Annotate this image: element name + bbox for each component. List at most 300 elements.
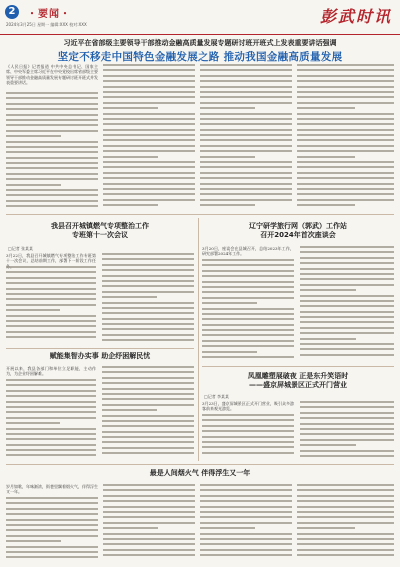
text-line bbox=[202, 291, 294, 293]
newspaper-logo: 彭武时讯 bbox=[319, 7, 392, 26]
text-line bbox=[103, 161, 195, 163]
text-line bbox=[6, 411, 96, 413]
story-4-column-1 bbox=[202, 259, 294, 363]
text-line bbox=[102, 409, 157, 411]
text-line bbox=[202, 281, 294, 283]
text-line bbox=[103, 177, 195, 179]
text-line bbox=[103, 495, 195, 497]
text-line bbox=[200, 172, 292, 174]
text-line bbox=[103, 123, 195, 125]
text-line bbox=[102, 280, 194, 282]
text-line bbox=[200, 86, 292, 88]
text-line bbox=[202, 329, 294, 331]
text-line bbox=[297, 91, 394, 93]
text-line bbox=[200, 193, 292, 195]
bottom-divider bbox=[6, 464, 394, 465]
text-line bbox=[6, 124, 98, 126]
text-line bbox=[200, 533, 292, 535]
text-line bbox=[202, 275, 294, 277]
text-line bbox=[6, 130, 98, 132]
text-line bbox=[300, 295, 394, 297]
text-line bbox=[6, 551, 98, 553]
text-line bbox=[200, 489, 292, 491]
text-line bbox=[6, 173, 98, 175]
text-line bbox=[200, 113, 292, 115]
story-3-column-1 bbox=[6, 379, 96, 461]
story-5-column-2 bbox=[300, 401, 394, 461]
text-line bbox=[102, 253, 194, 255]
text-line bbox=[200, 188, 292, 190]
text-line bbox=[6, 556, 98, 558]
text-line bbox=[200, 500, 292, 502]
text-line bbox=[103, 549, 195, 551]
text-line bbox=[102, 425, 194, 427]
text-line bbox=[297, 500, 394, 502]
story-separator bbox=[6, 348, 194, 349]
text-line bbox=[200, 495, 292, 497]
story-2-byline: □记者 张某某 bbox=[8, 246, 34, 251]
text-line bbox=[202, 356, 294, 358]
story-6-column-3 bbox=[200, 484, 292, 563]
text-line bbox=[300, 332, 394, 334]
text-line bbox=[103, 86, 195, 88]
text-line bbox=[6, 315, 96, 317]
story-2-lead: 3月22日，我县召开城镇燃气专项整治工作专班第十一次会议，总结前期工作，部署下一阶段工作任 bbox=[6, 253, 96, 264]
text-line bbox=[6, 108, 98, 110]
text-line bbox=[102, 258, 194, 260]
text-line bbox=[200, 96, 292, 98]
text-line bbox=[103, 75, 195, 77]
text-line bbox=[6, 454, 96, 456]
text-line bbox=[102, 388, 194, 390]
text-line bbox=[6, 529, 98, 531]
text-line bbox=[297, 204, 355, 206]
text-line bbox=[300, 343, 394, 345]
text-line bbox=[202, 334, 294, 336]
text-line bbox=[202, 340, 294, 342]
text-line bbox=[6, 141, 98, 143]
text-line bbox=[6, 433, 96, 435]
text-line bbox=[103, 484, 195, 486]
text-line bbox=[300, 354, 394, 356]
text-line bbox=[103, 96, 195, 98]
text-line bbox=[103, 113, 195, 115]
text-line bbox=[300, 327, 394, 329]
text-line bbox=[6, 194, 98, 196]
text-line bbox=[200, 118, 292, 120]
text-line bbox=[102, 269, 194, 271]
text-line bbox=[102, 312, 194, 314]
text-line bbox=[102, 275, 194, 277]
text-line bbox=[103, 511, 195, 513]
text-line bbox=[297, 64, 394, 66]
text-line bbox=[202, 286, 294, 288]
text-line bbox=[6, 502, 98, 504]
text-line bbox=[6, 135, 61, 137]
text-line bbox=[103, 533, 195, 535]
text-line bbox=[297, 554, 394, 556]
text-line bbox=[297, 161, 394, 163]
text-line bbox=[103, 118, 195, 120]
text-line bbox=[300, 406, 394, 408]
text-line bbox=[6, 540, 61, 542]
text-line bbox=[102, 431, 194, 433]
text-line bbox=[300, 417, 394, 419]
text-line bbox=[200, 75, 292, 77]
text-line bbox=[103, 199, 195, 201]
text-line bbox=[103, 139, 195, 141]
story-4-lead: 3月20日，座谈会在县城召开，总结2023年工作，研究部署2024年工作。 bbox=[202, 246, 294, 257]
text-line bbox=[6, 497, 98, 499]
text-line bbox=[297, 489, 394, 491]
text-line bbox=[300, 401, 394, 403]
text-line bbox=[103, 538, 195, 540]
text-line bbox=[6, 325, 96, 327]
text-line bbox=[297, 96, 394, 98]
text-line bbox=[297, 80, 394, 82]
text-line bbox=[200, 123, 292, 125]
text-line bbox=[297, 549, 394, 551]
text-line bbox=[297, 123, 394, 125]
text-line bbox=[6, 151, 98, 153]
text-line bbox=[103, 150, 195, 152]
text-line bbox=[103, 543, 195, 545]
story-3-column-2 bbox=[102, 366, 194, 461]
text-line bbox=[103, 145, 195, 147]
text-line bbox=[6, 282, 96, 284]
text-line bbox=[202, 430, 294, 432]
story-6-column-2 bbox=[103, 484, 195, 563]
text-line bbox=[103, 172, 195, 174]
text-line bbox=[200, 80, 292, 82]
section-name: ・要闻・ bbox=[27, 9, 71, 20]
story-3-title: 赋能集智办实事 助企纾困解民忧 bbox=[49, 352, 151, 360]
text-line bbox=[300, 289, 356, 291]
text-line bbox=[202, 313, 294, 315]
text-line bbox=[200, 554, 292, 556]
text-line bbox=[6, 401, 96, 403]
text-line bbox=[200, 538, 292, 540]
text-line bbox=[202, 425, 294, 427]
text-line bbox=[102, 285, 194, 287]
text-line bbox=[300, 305, 394, 307]
text-line bbox=[6, 309, 60, 311]
text-line bbox=[6, 103, 98, 105]
text-line bbox=[297, 533, 394, 535]
text-line bbox=[6, 178, 98, 180]
text-line bbox=[202, 446, 294, 448]
text-line bbox=[297, 75, 394, 77]
text-line bbox=[102, 377, 194, 379]
text-line bbox=[200, 522, 292, 524]
text-line bbox=[6, 336, 96, 338]
story-6-column-4 bbox=[297, 484, 394, 563]
text-line bbox=[297, 134, 394, 136]
text-line bbox=[102, 404, 194, 406]
text-line bbox=[297, 183, 394, 185]
text-line bbox=[6, 379, 96, 381]
story-2-title: 我县召开城镇燃气专项整治工作 专班第十一次会议 bbox=[51, 222, 149, 239]
text-line bbox=[103, 500, 195, 502]
text-line bbox=[6, 271, 96, 273]
text-line bbox=[200, 166, 292, 168]
text-line bbox=[103, 129, 195, 131]
text-line bbox=[6, 184, 61, 186]
text-line bbox=[200, 516, 292, 518]
text-line bbox=[297, 69, 394, 71]
text-line bbox=[102, 307, 194, 309]
text-line bbox=[300, 262, 394, 264]
text-line bbox=[102, 382, 194, 384]
section-divider bbox=[6, 214, 394, 215]
text-line bbox=[102, 415, 194, 417]
text-line bbox=[297, 538, 394, 540]
text-line bbox=[103, 522, 195, 524]
text-line bbox=[200, 204, 255, 206]
story-6-title: 最是人间烟火气 伴得浮生又一年 bbox=[149, 469, 251, 477]
text-line bbox=[300, 338, 356, 340]
text-line bbox=[103, 188, 195, 190]
text-line bbox=[103, 69, 195, 71]
text-line bbox=[103, 489, 195, 491]
text-line bbox=[200, 145, 292, 147]
text-line bbox=[103, 506, 195, 508]
issue-meta: 2024年3月25日 星期一 编辑:XXX 校对:XXX bbox=[6, 22, 87, 27]
text-line bbox=[200, 527, 255, 529]
text-line bbox=[297, 86, 394, 88]
text-line bbox=[6, 546, 98, 548]
text-line bbox=[202, 308, 294, 310]
story-5-column-1 bbox=[202, 414, 294, 461]
text-line bbox=[300, 444, 356, 446]
text-line bbox=[6, 422, 60, 424]
text-line bbox=[102, 328, 194, 330]
text-line bbox=[297, 166, 394, 168]
text-line bbox=[297, 543, 394, 545]
text-line bbox=[103, 156, 158, 158]
text-line bbox=[300, 321, 394, 323]
story-2-column-1 bbox=[6, 266, 96, 346]
text-line bbox=[102, 334, 194, 336]
story-6-lead: 岁月如歌，年味渐浓，街巷里飘着烟火气，伴得浮生又一年。 bbox=[6, 484, 98, 495]
text-line bbox=[200, 150, 292, 152]
story-separator-right bbox=[202, 366, 394, 367]
text-line bbox=[297, 495, 394, 497]
text-line bbox=[200, 506, 292, 508]
text-line bbox=[102, 436, 194, 438]
text-line bbox=[200, 161, 292, 163]
text-line bbox=[200, 543, 292, 545]
text-line bbox=[102, 398, 194, 400]
story-3-lead: 开展以来，我县各部门和单位立足职能，主动作为，为企业纾困解难。 bbox=[6, 366, 96, 377]
story-2-column-2 bbox=[102, 253, 194, 346]
text-line bbox=[297, 527, 355, 529]
text-line bbox=[297, 102, 394, 104]
text-line bbox=[202, 452, 294, 454]
text-line bbox=[103, 91, 195, 93]
text-line bbox=[202, 259, 294, 261]
text-line bbox=[200, 107, 255, 109]
page-number: 2 bbox=[5, 5, 19, 19]
text-line bbox=[202, 419, 294, 421]
text-line bbox=[300, 450, 394, 452]
text-line bbox=[300, 316, 394, 318]
text-line bbox=[200, 91, 292, 93]
text-line bbox=[202, 318, 294, 320]
text-line bbox=[200, 69, 292, 71]
main-story-lead: 《人民日报》记者报道 中共中央总书记、国家主席、中央军委主席习近平在中央党校出席省部级主要领导干部推动金融高质量发展专题研讨班开班式并发表重要讲话。 bbox=[6, 64, 98, 86]
text-line bbox=[6, 449, 96, 451]
text-line bbox=[6, 438, 96, 440]
text-line bbox=[6, 146, 98, 148]
text-line bbox=[102, 296, 157, 298]
text-line bbox=[102, 393, 194, 395]
text-line bbox=[297, 129, 394, 131]
text-line bbox=[200, 549, 292, 551]
text-line bbox=[200, 156, 255, 158]
text-line bbox=[200, 199, 292, 201]
text-line bbox=[297, 118, 394, 120]
text-line bbox=[202, 345, 294, 347]
text-line bbox=[103, 134, 195, 136]
text-line bbox=[202, 264, 294, 266]
text-line bbox=[297, 113, 394, 115]
text-line bbox=[300, 284, 394, 286]
text-line bbox=[202, 436, 294, 438]
text-line bbox=[297, 193, 394, 195]
text-line bbox=[300, 428, 394, 430]
story-5-byline: □记者 李某某 bbox=[204, 394, 230, 399]
text-line bbox=[297, 139, 394, 141]
text-line bbox=[103, 516, 195, 518]
text-line bbox=[6, 304, 96, 306]
text-line bbox=[103, 64, 195, 66]
main-story-column-2 bbox=[103, 64, 195, 212]
text-line bbox=[6, 92, 98, 94]
text-line bbox=[202, 324, 294, 326]
text-line bbox=[200, 64, 292, 66]
text-line bbox=[6, 428, 96, 430]
text-line bbox=[6, 97, 98, 99]
text-line bbox=[202, 302, 257, 304]
text-line bbox=[102, 447, 194, 449]
text-line bbox=[200, 134, 292, 136]
text-line bbox=[297, 177, 394, 179]
text-line bbox=[300, 311, 394, 313]
text-line bbox=[200, 183, 292, 185]
main-story-column-4 bbox=[297, 64, 394, 212]
story-4-column-2 bbox=[300, 246, 394, 363]
story-5-lead: 3月23日，盛京屏城景区正式开门营业，吸引众多游客前来观光游览。 bbox=[202, 401, 294, 412]
text-line bbox=[6, 167, 98, 169]
text-line bbox=[6, 205, 98, 207]
text-line bbox=[6, 119, 98, 121]
text-line bbox=[102, 339, 194, 341]
text-line bbox=[200, 511, 292, 513]
text-line bbox=[6, 535, 98, 537]
text-line bbox=[300, 455, 394, 457]
text-line bbox=[6, 200, 98, 202]
text-line bbox=[6, 508, 98, 510]
text-line bbox=[297, 188, 394, 190]
text-line bbox=[6, 266, 96, 268]
text-line bbox=[102, 441, 194, 443]
text-line bbox=[200, 139, 292, 141]
text-line bbox=[297, 484, 394, 486]
text-line bbox=[300, 278, 394, 280]
column-separator bbox=[198, 218, 199, 461]
text-line bbox=[6, 395, 96, 397]
text-line bbox=[6, 157, 98, 159]
text-line bbox=[300, 273, 394, 275]
text-line bbox=[6, 524, 98, 526]
story-6-column-1 bbox=[6, 497, 98, 563]
main-headline: 坚定不移走中国特色金融发展之路 推动我国金融高质量发展 bbox=[57, 51, 343, 63]
text-line bbox=[6, 162, 98, 164]
text-line bbox=[103, 554, 195, 556]
text-line bbox=[300, 268, 394, 270]
text-line bbox=[300, 246, 394, 248]
text-line bbox=[202, 297, 294, 299]
text-line bbox=[102, 264, 194, 266]
text-line bbox=[6, 331, 96, 333]
text-line bbox=[6, 277, 96, 279]
text-line bbox=[6, 298, 96, 300]
text-line bbox=[6, 320, 96, 322]
text-line bbox=[297, 107, 355, 109]
text-line bbox=[6, 417, 96, 419]
text-line bbox=[300, 412, 394, 414]
text-line bbox=[6, 513, 98, 515]
text-line bbox=[297, 511, 394, 513]
text-line bbox=[200, 484, 292, 486]
text-line bbox=[103, 193, 195, 195]
text-line bbox=[200, 102, 292, 104]
text-line bbox=[102, 366, 194, 368]
text-line bbox=[300, 300, 394, 302]
text-line bbox=[102, 318, 194, 320]
text-line bbox=[6, 288, 96, 290]
text-line bbox=[297, 522, 394, 524]
text-line bbox=[297, 145, 394, 147]
text-line bbox=[102, 302, 194, 304]
text-line bbox=[300, 251, 394, 253]
text-line bbox=[297, 172, 394, 174]
text-line bbox=[103, 204, 158, 206]
text-line bbox=[102, 420, 194, 422]
text-line bbox=[102, 291, 194, 293]
text-line bbox=[297, 150, 394, 152]
text-line bbox=[103, 166, 195, 168]
text-line bbox=[297, 156, 355, 158]
text-line bbox=[6, 519, 98, 521]
story-4-title: 辽宁研学旅行网（郭武）工作站 召开2024年首次座谈会 bbox=[249, 222, 347, 239]
text-line bbox=[297, 506, 394, 508]
text-line bbox=[103, 102, 195, 104]
text-line bbox=[200, 129, 292, 131]
text-line bbox=[103, 107, 158, 109]
text-line bbox=[300, 439, 394, 441]
text-line bbox=[297, 199, 394, 201]
text-line bbox=[6, 384, 96, 386]
text-line bbox=[202, 441, 294, 443]
text-line bbox=[300, 423, 394, 425]
text-line bbox=[202, 351, 257, 353]
text-line bbox=[300, 348, 394, 350]
text-line bbox=[103, 80, 195, 82]
text-line bbox=[6, 293, 96, 295]
text-line bbox=[200, 177, 292, 179]
